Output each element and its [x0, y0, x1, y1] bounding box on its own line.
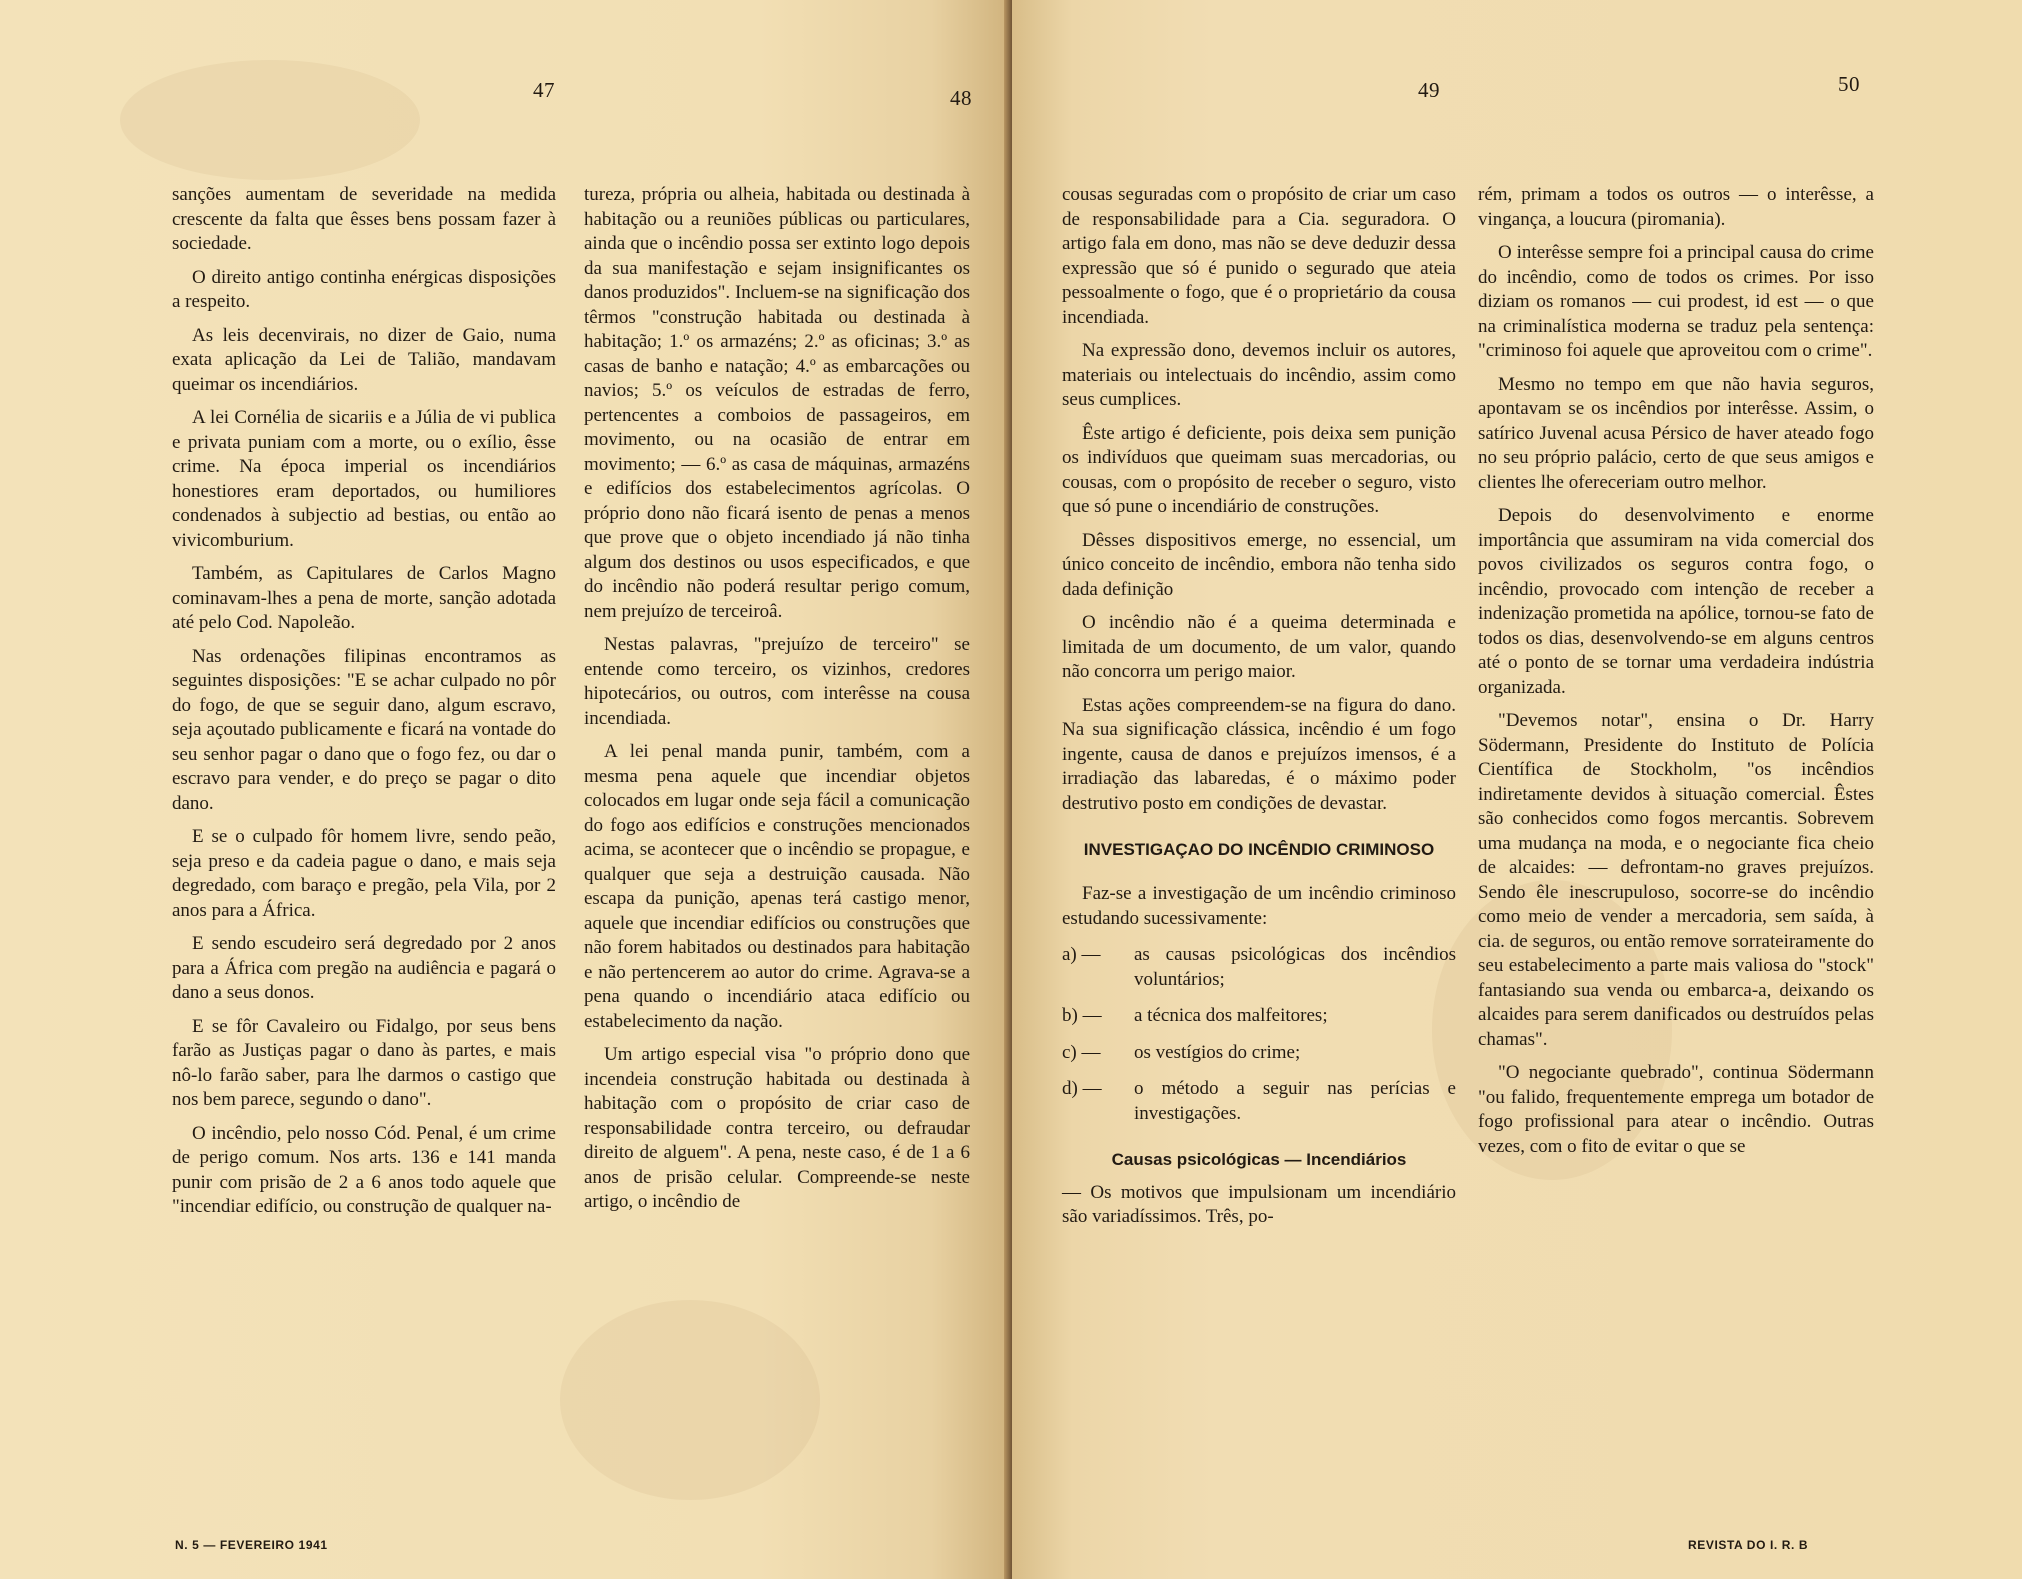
paragraph: Depois do desenvolvimento e enorme importância que assumiram na vida comercial dos povos civilizados os seguros contra fogo, o incêndio, provocado com intenção de receber a indenização prometida na apólice, tornou-se fato de todos os dias, desenvolvendo-se em alguns centros até o ponto de se tornar uma verdadeira indústria organizada. — [1478, 505, 1874, 698]
paragraph: Estas ações compreendem-se na figura do dano. Na sua significação clássica, incêndio é um fogo ingente, causa de danos e prejuízos imensos, é a irradiação das labaredas, é o máximo poder destrutivo posto em condições de devastar. — [1062, 694, 1456, 814]
section-heading: INVESTIGAÇAO DO INCÊNDIO CRIMINOSO — [1083, 840, 1435, 859]
paragraph: O incêndio não é a queima determinada e limitada de um documento, de um valor, quando não concorra um perigo maior. — [1062, 612, 1456, 682]
list-marker: d) — — [1062, 1078, 1102, 1099]
list-text: a técnica dos malfeitores; — [1134, 1005, 1328, 1026]
subsection-heading: Causas psicológicas — Incendiários — [1111, 1150, 1407, 1169]
paragraph: Nestas palavras, "prejuízo de terceiro" se entende como terceiro, os vizinhos, credores hipotecários, ou outros, com interêsse na cousa incendiada. — [584, 634, 970, 729]
column-1 — [172, 183, 556, 1229]
paragraph: As leis decenvirais, no dizer de Gaio, numa exata aplicação da Lei de Talião, mandavam queimar os incendiários. — [172, 324, 556, 395]
paragraph: O interêsse sempre foi a principal causa do crime do incêndio, como de todos os crimes. Por isso diziam os romanos — cui prodest, id est — o que na criminalística moderna se traduz pela sentença: "criminoso foi aquele que aproveitou com o crime". — [1478, 242, 1874, 361]
page-number-49: 49 — [1418, 78, 1440, 102]
paragraph: — Os motivos que impulsionam um incendiário são variadíssimos. Três, po- — [1062, 1181, 1456, 1227]
column-3 — [1062, 183, 1456, 1239]
paragraph: sanções aumentam de severidade na medida crescente da falta que êsses bens possam fazer à sociedade. — [172, 184, 556, 254]
footer-journal-name: REVISTA DO I. R. B — [1688, 1538, 1809, 1552]
page-number-50: 50 — [1838, 72, 1860, 96]
paragraph: E se o culpado fôr homem livre, sendo peão, seja preso e da cadeia pague o dano, e mais seja degredado, com baraço e pregão, pela Vila, por 2 anos para a África. — [172, 826, 556, 921]
paragraph: Um artigo especial visa "o próprio dono que incendeia construção habitada ou destinada à habitação com o propósito de criar caso de responsabilidade contra terceiro, ou defraudar direito de alguem". A pena, neste caso, é de 1 a 6 anos de prisão celular. Compreende-se neste artigo, o incêndio de — [584, 1044, 970, 1212]
paragraph: "O negociante quebrado", continua Södermann "ou falido, frequentemente emprega um botador de fogo profissional para atear o incêndio. Outras vezes, com o fito de evitar o que se — [1478, 1062, 1874, 1157]
right-page — [1012, 0, 2022, 1579]
paragraph: Também, as Capitulares de Carlos Magno cominavam-lhes a pena de morte, sanção adotada até pelo Cod. Napoleão. — [172, 563, 556, 633]
paper-stain — [560, 1300, 820, 1500]
paragraph: Dêsses dispositivos emerge, no essencial, um único conceito de incêndio, embora não tenha sido dada definição — [1062, 529, 1456, 600]
list-text: o método a seguir nas perícias e investigações. — [1134, 1078, 1456, 1124]
list-item — [1062, 1004, 1456, 1029]
paragraph: O incêndio, pelo nosso Cód. Penal, é um crime de perigo comum. Nos arts. 136 e 141 manda punir com prisão de 2 a 6 anos todo aquele que "incendiar edifício, ou construção de qualquer na- — [172, 1122, 556, 1217]
investigation-list — [1062, 943, 1456, 1126]
list-marker: c) — — [1062, 1041, 1101, 1063]
list-text: os vestígios do crime; — [1134, 1041, 1301, 1063]
paragraph: O direito antigo continha enérgicas disposições a respeito. — [172, 266, 556, 312]
paragraph: "Devemos notar", ensina o Dr. Harry Södermann, Presidente do Instituto de Polícia Científica de Stockholm, "os incêndios indiretamente devidos à situação comercial. Êstes são conhecidos como fogos mercantis. Sobrevem uma mudança na moda, e o negociante fica cheio de alcaides: — defrontam-no graves prejuízos. Sendo êle inescrupuloso, socorre-se do incêndio como meio de vender a mercadoria, sem saída, à cia. de seguros, ou então remove sorrateiramente do seu estabelecimento a parte mais valiosa do "stock" fantasiando sua venda ou embarca-a, deixando os alcaides para serem danificados ou destruídos pelas chamas". — [1478, 710, 1874, 1050]
paragraph: Nas ordenações filipinas encontramos as seguintes disposições: "E se achar culpado no pôr do fogo, de que se seguir dano, algum escravo, seja açoutado publicamente e ficará na vontade do seu senhor pagar o dano que o fogo fez, ou dar o escravo para vender, e do preço se pagar o dito dano. — [172, 645, 556, 814]
paragraph: A lei Cornélia de sicariis e a Júlia de vi publica e privata puniam com a morte, ou o exílio, êsse crime. Na época imperial os incendiários honestiores eram deportados, ou humiliores condenados à subjectio ad bestias, ou então ao vivicomburium. — [172, 407, 556, 551]
list-item — [1062, 943, 1456, 992]
list-text: as causas psicológicas dos incêndios voluntários; — [1134, 944, 1456, 990]
paper-stain — [120, 60, 420, 180]
list-item — [1062, 1041, 1456, 1066]
paragraph: E sendo escudeiro será degredado por 2 anos para a África com pregão na audiência e pagará o dano a seus donos. — [172, 933, 556, 1003]
column-4 — [1478, 183, 1874, 1168]
footer-issue-date: N. 5 — FEVEREIRO 1941 — [175, 1538, 328, 1552]
paragraph: rém, primam a todos os outros — o interêsse, a vingança, a loucura (piromania). — [1478, 184, 1874, 230]
paragraph: cousas seguradas com o propósito de criar um caso de responsabilidade para a Cia. seguradora. O artigo fala em dono, mas não se deve deduzir dessa expressão que só é punido o segurado que ateia pessoalmente o fogo, que é o proprietário da cousa incendiada. — [1062, 184, 1456, 328]
list-marker: b) — — [1062, 1005, 1102, 1026]
page-number-48: 48 — [950, 86, 972, 110]
paragraph: Mesmo no tempo em que não havia seguros, apontavam se os incêndios por interêsse. Assim, o satírico Juvenal acusa Pérsico de haver ateado fogo no seu próprio palácio, certo de que seus amigos e clientes lhe ofereceriam outro melhor. — [1478, 373, 1874, 493]
paragraph: Na expressão dono, devemos incluir os autores, materiais ou intelectuais do incêndio, assim como seus cumplices. — [1062, 340, 1456, 410]
paragraph: E se fôr Cavaleiro ou Fidalgo, por seus bens farão as Justiças pagar o dano às partes, e mais nô-lo farão saber, para lhe darmos o castigo que nos bem parece, segundo o dano". — [172, 1015, 556, 1110]
column-2 — [584, 183, 970, 1224]
paragraph: Faz-se a investigação de um incêndio criminoso estudando sucessivamente: — [1062, 883, 1456, 929]
paragraph: A lei penal manda punir, também, com a mesma pena aquele que incendiar objetos colocados em lugar onde seja fácil a comunicação do fogo aos edifícios e construções mencionados acima, se acontecer que o incêndio se propague, e qualquer que seja a destruição causada. Não escapa da punição, apenas terá castigo menor, aquele que incendiar edifícios ou construções que não forem habitados ou destinados para habitação e não pertencerem ao autor do crime. Agrava-se a pena quando o incendiário ataca edifício ou estabelecimento da nação. — [584, 741, 970, 1032]
list-marker: a) — — [1062, 944, 1101, 965]
paragraph: Êste artigo é deficiente, pois deixa sem punição os indivíduos que queimam suas mercadorias, ou cousas, com o propósito de receber o seguro, visto que só pune o incendiário de construções. — [1062, 422, 1456, 517]
list-item — [1062, 1077, 1456, 1126]
paragraph: tureza, própria ou alheia, habitada ou destinada à habitação ou a reuniões públicas ou particulares, ainda que o incêndio possa ser extinto logo depois da sua manifestação e sejam insignificantes os danos produzidos". Incluem-se na significação dos têrmos "construção habitada ou destinada à habitação; 1.º os armazéns; 2.º as oficinas; 3.º as casas de banho e natação; 4.º as embarcações ou navios; 5.º os veículos de estradas de ferro, pertencentes a comboios de passageiros, em movimento, ou na ocasião de entrar em movimento; — 6.º as casa de máquinas, armazéns e edifícios dos estabelecimentos agrícolas. O próprio dono não ficará isento de penas a menos que prove que o objeto incendiado já não tinha algum dos destinos ou usos especificados, e que do incêndio não poderá resultar perigo comum, nem prejuízo de terceiroâ. — [584, 184, 970, 622]
page-number-47: 47 — [533, 78, 555, 102]
